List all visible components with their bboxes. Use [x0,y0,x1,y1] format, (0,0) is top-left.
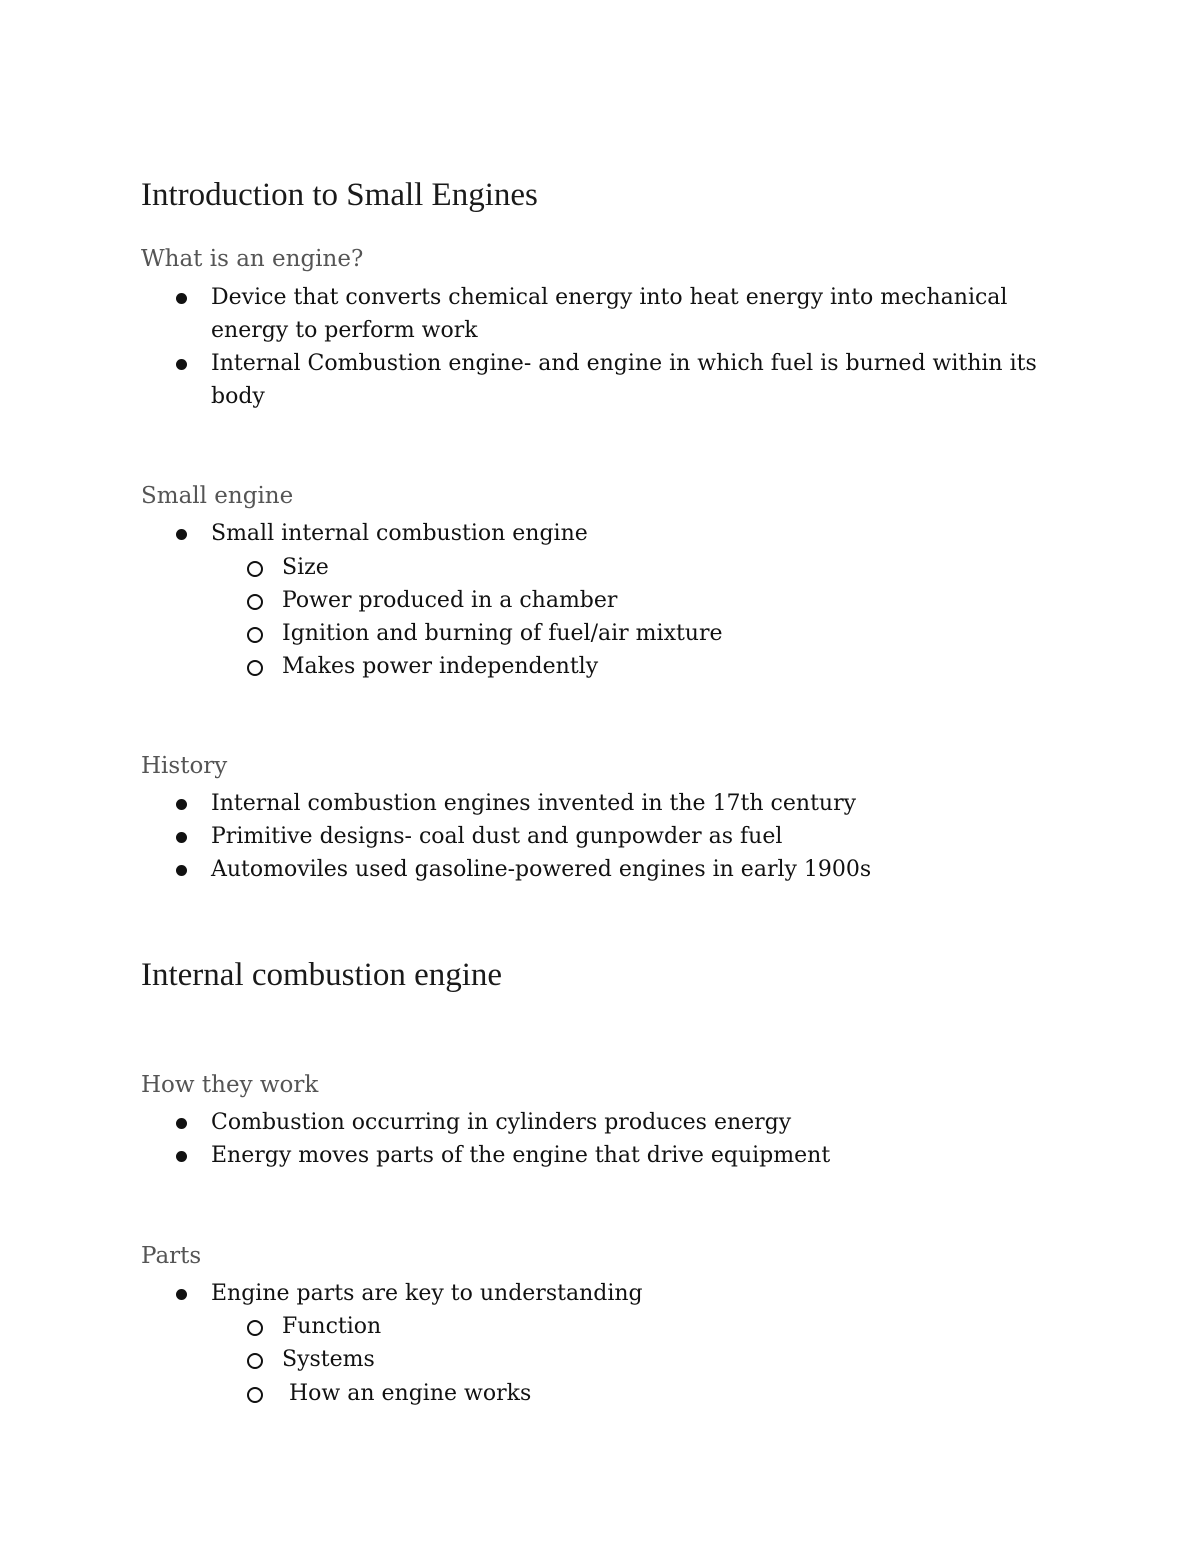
section-heading-what-is-engine: What is an engine? [141,246,364,272]
list-item: Internal Combustion engine- and engine in which fuel is burned within its [211,351,1037,376]
sub-list-item: Power produced in a chamber [282,588,618,613]
list-item: Combustion occurring in cylinders produces energy [211,1110,792,1135]
bullet-icon [176,293,187,304]
list-item: Device that converts chemical energy into heat energy into mechanical [211,285,1008,310]
list-item-continuation: energy to perform work [211,318,478,343]
list-item: Energy moves parts of the engine that drive equipment [211,1143,831,1168]
list-item-continuation: body [211,384,265,409]
sub-list-item: Makes power independently [282,654,599,679]
page-title: Introduction to Small Engines [141,177,538,213]
bullet-icon [176,359,187,370]
bullet-icon [176,1151,187,1162]
sub-list-item: Systems [282,1347,375,1372]
sub-list-item: Ignition and burning of fuel/air mixture [282,621,723,646]
bullet-icon [176,799,187,810]
hollow-bullet-icon [247,660,263,676]
sub-list-item: Size [282,555,329,580]
hollow-bullet-icon [247,561,263,577]
list-item: Automoviles used gasoline-powered engines in early 1900s [211,857,872,882]
section-heading-history: History [141,753,228,779]
bullet-icon [176,832,187,843]
list-item: Primitive designs- coal dust and gunpowder as fuel [211,824,783,849]
list-item: Engine parts are key to understanding [211,1281,643,1306]
bullet-icon [176,1289,187,1300]
section-heading-parts: Parts [141,1243,202,1269]
bullet-icon [176,865,187,876]
list-item: Internal combustion engines invented in the 17th century [211,791,857,816]
hollow-bullet-icon [247,627,263,643]
hollow-bullet-icon [247,1320,263,1336]
hollow-bullet-icon [247,594,263,610]
section-heading-small-engine: Small engine [141,483,294,509]
bullet-icon [176,1118,187,1129]
sub-list-item: Function [282,1314,382,1339]
section-heading-how-they-work: How they work [141,1072,319,1098]
sub-list-item: How an engine works [282,1381,532,1406]
section-title-internal-combustion: Internal combustion engine [141,957,503,993]
bullet-icon [176,529,187,540]
hollow-bullet-icon [247,1387,263,1403]
hollow-bullet-icon [247,1353,263,1369]
list-item: Small internal combustion engine [211,521,588,546]
